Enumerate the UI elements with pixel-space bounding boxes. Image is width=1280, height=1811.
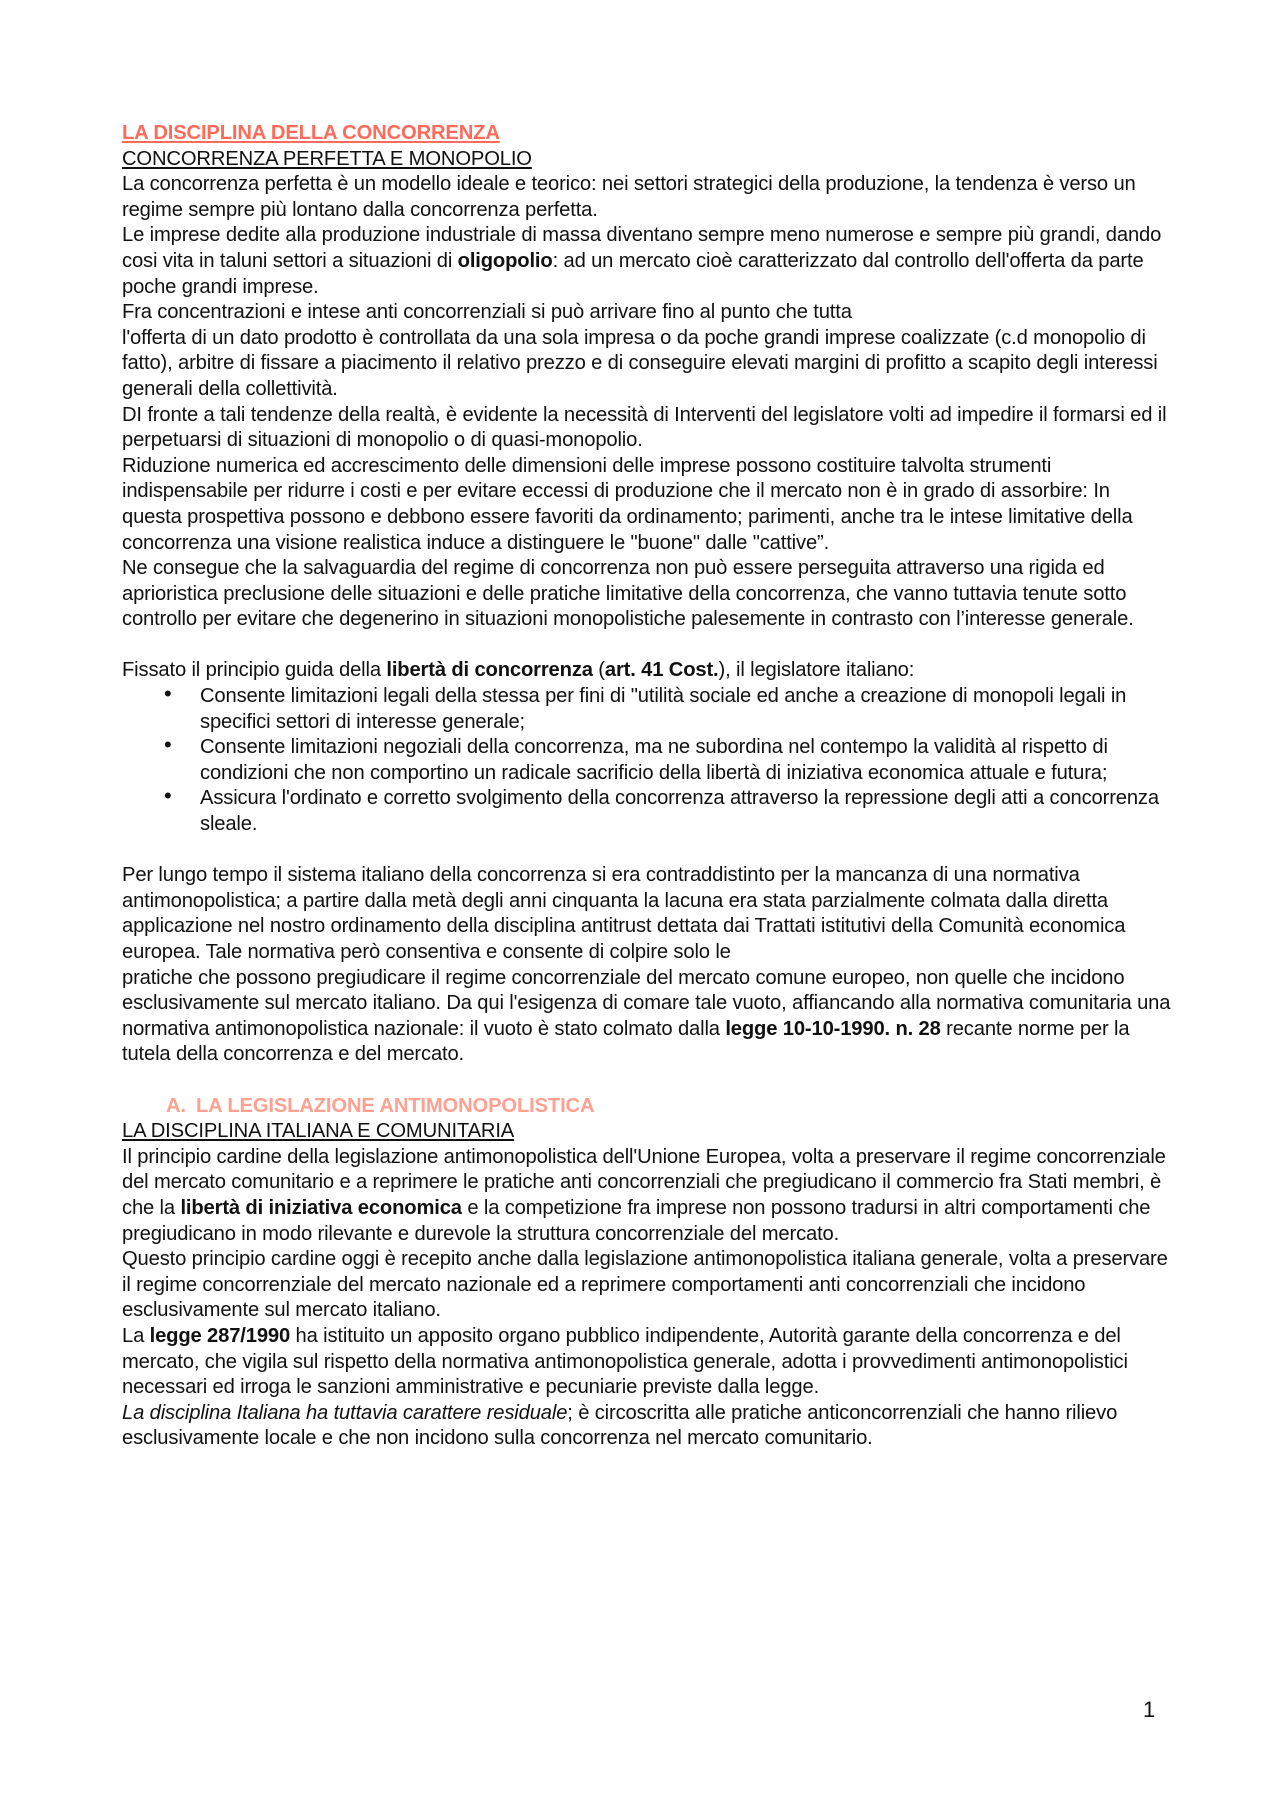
paragraph-oligopolio: Le imprese dedite alla produzione industriale di massa diventano sempre meno numerose e sempre più grandi, dando cosi vita in taluni settori a situazioni di oligopolio: ad un mercato cioè caratterizzato dal controllo dell'offerta da parte poche grandi imprese.: [122, 224, 1162, 298]
list-item: • Assicura l'ordinato e corretto svolgimento della concorrenza attraverso la repressione degli atti a concorrenza sleale.: [200, 786, 1172, 837]
spacer: [122, 838, 1172, 864]
paragraph: Il principio cardine della legislazione antimonopolistica dell'Unione Europea, volta a preservare il regime concorrenziale del mercato comunitario e a reprimere le pratiche anti concorrenziali che pregiudicano il commercio fra Stati membri, è che la libertà di iniziativa economica e la competizione fra imprese non possono tradursi in altri comportamenti che pregiudicano in modo rilevante e durevole la struttura concorrenziale del mercato.: [122, 1145, 1166, 1245]
section-heading-a: A. LA LEGISLAZIONE ANTIMONOPOLISTICA: [122, 1094, 1172, 1120]
italic-term: La disciplina Italiana ha tuttavia carattere residuale: [122, 1401, 568, 1424]
section-subtitle-concorrenza-perfetta: CONCORRENZA PERFETTA E MONOPOLIO: [122, 147, 532, 170]
document-title: LA DISCIPLINA DELLA CONCORRENZA: [122, 122, 500, 144]
list-item: • Consente limitazioni negoziali della concorrenza, ma ne subordina nel contempo la validità al rispetto di condizioni che non comportino un radicale sacrificio della libertà di iniziativa economica attuale e futura;: [200, 735, 1172, 786]
bold-term: legge 287/1990: [149, 1324, 291, 1347]
section-subtitle-disciplina: LA DISCIPLINA ITALIANA E COMUNITARIA: [122, 1120, 515, 1143]
list-item: • Consente limitazioni legali della stessa per fini di "utilità sociale ed anche a creazione di monopoli legali in specifici settori di interesse generale;: [200, 684, 1172, 735]
paragraph: l'offerta di un dato prodotto è controllata da una sola impresa o da poche grandi imprese coalizzate (c.d monopolio di fatto), arbitre di fissare a piacimento il relativo prezzo e di conseguire elevati margini di profitto a scapito degli interessi generali della collettività.: [122, 326, 1158, 400]
bullet-list: [122, 684, 1172, 838]
paragraph: Fra concentrazioni e intese anti concorrenziali si può arrivare fino al punto che tutta: [122, 301, 852, 324]
paragraph: Riduzione numerica ed accrescimento delle dimensioni delle imprese possono costituire talvolta strumenti indispensabile per ridurre i costi e per evitare eccessi di produzione che il mercato non è in grado di assorbire: In questa prospettiva possono e debbono essere favoriti da ordinamento; parimenti, anche tra le intese limitative della concorrenza una visione realistica induce a distinguere le "buone" dalle "cattive”.: [122, 454, 1133, 554]
paragraph-principle: Fissato il principio guida della libertà di concorrenza (art. 41 Cost.), il legislatore italiano:: [122, 659, 915, 682]
paragraph: La concorrenza perfetta è un modello ideale e teorico: nei settori strategici della produzione, la tendenza è verso un regime sempre più lontano dalla concorrenza perfetta.: [122, 173, 1136, 221]
bold-term: libertà di concorrenza: [386, 659, 593, 682]
page-number: 1: [1143, 1697, 1156, 1722]
paragraph: Questo principio cardine oggi è recepito anche dalla legislazione antimonopolistica italiana generale, volta a preservare il regime concorrenziale del mercato nazionale ed a reprimere comportamenti anti concorrenziali che incidono esclusivamente sul mercato italiano.: [122, 1248, 1168, 1322]
document-page: [122, 121, 1172, 1452]
paragraph: La legge 287/1990 ha istituito un apposito organo pubblico indipendente, Autorità garante della concorrenza e del mercato, che vigila sul rispetto della normativa antimonopolistica generale, adotta i provvedimenti antimonopolistici necessari ed irroga le sanzioni amministrative e pecuniarie previste dalla legge.: [122, 1324, 1128, 1399]
paragraph-history: Per lungo tempo il sistema italiano della concorrenza si era contraddistinto per la mancanza di una normativa antimonopolistica; a partire dalla metà degli anni cinquanta la lacuna era stata parzialmente colmata dalla diretta applicazione nel nostro ordinamento della disciplina antitrust dettata dai Trattati istitutivi della Comunità economica europea. Tale normativa però consentiva e consente di colpire solo le: [122, 864, 1126, 963]
paragraph: Ne consegue che la salvaguardia del regime di concorrenza non può essere perseguita attraverso una rigida ed aprioristica preclusione delle situazioni e delle pratiche limitative della concorrenza, che vanno tuttavia tenute sotto controllo per evitare che degenerino in situazioni monopolistiche palesemente in contrasto con l’interesse generale.: [122, 557, 1134, 631]
bold-term: art. 41 Cost.: [604, 659, 719, 682]
paragraph: DI fronte a tali tendenze della realtà, è evidente la necessità di Interventi del legislatore volti ad impedire il formarsi ed il perpetuarsi di situazioni di monopolio o di quasi-monopolio.: [122, 403, 1167, 452]
spacer: [122, 633, 1172, 659]
bold-term: legge 10-10-1990. n. 28: [725, 1017, 941, 1040]
paragraph-history-cont: pratiche che possono pregiudicare il regime concorrenziale del mercato comune europeo, non quelle che incidono esclusivamente sul mercato italiano. Da qui l'esigenza di comare tale vuoto, affiancando alla normativa comunitaria una normativa antimonopolistica nazionale: il vuoto è stato colmato dalla legge 10-10-1990. n. 28 recante norme per la tutela della concorrenza e del mercato.: [122, 966, 1171, 1066]
bold-term: oligopolio: [457, 249, 553, 272]
paragraph: La disciplina Italiana ha tuttavia carattere residuale; è circoscritta alle pratiche anticoncorrenziali che hanno rilievo esclusivamente locale e che non incidono sulla concorrenza nel mercato comunitario.: [122, 1401, 1118, 1450]
section-marker: A.: [166, 1094, 186, 1117]
bold-term: libertà di iniziativa economica: [180, 1196, 462, 1219]
spacer: [122, 1068, 1172, 1094]
